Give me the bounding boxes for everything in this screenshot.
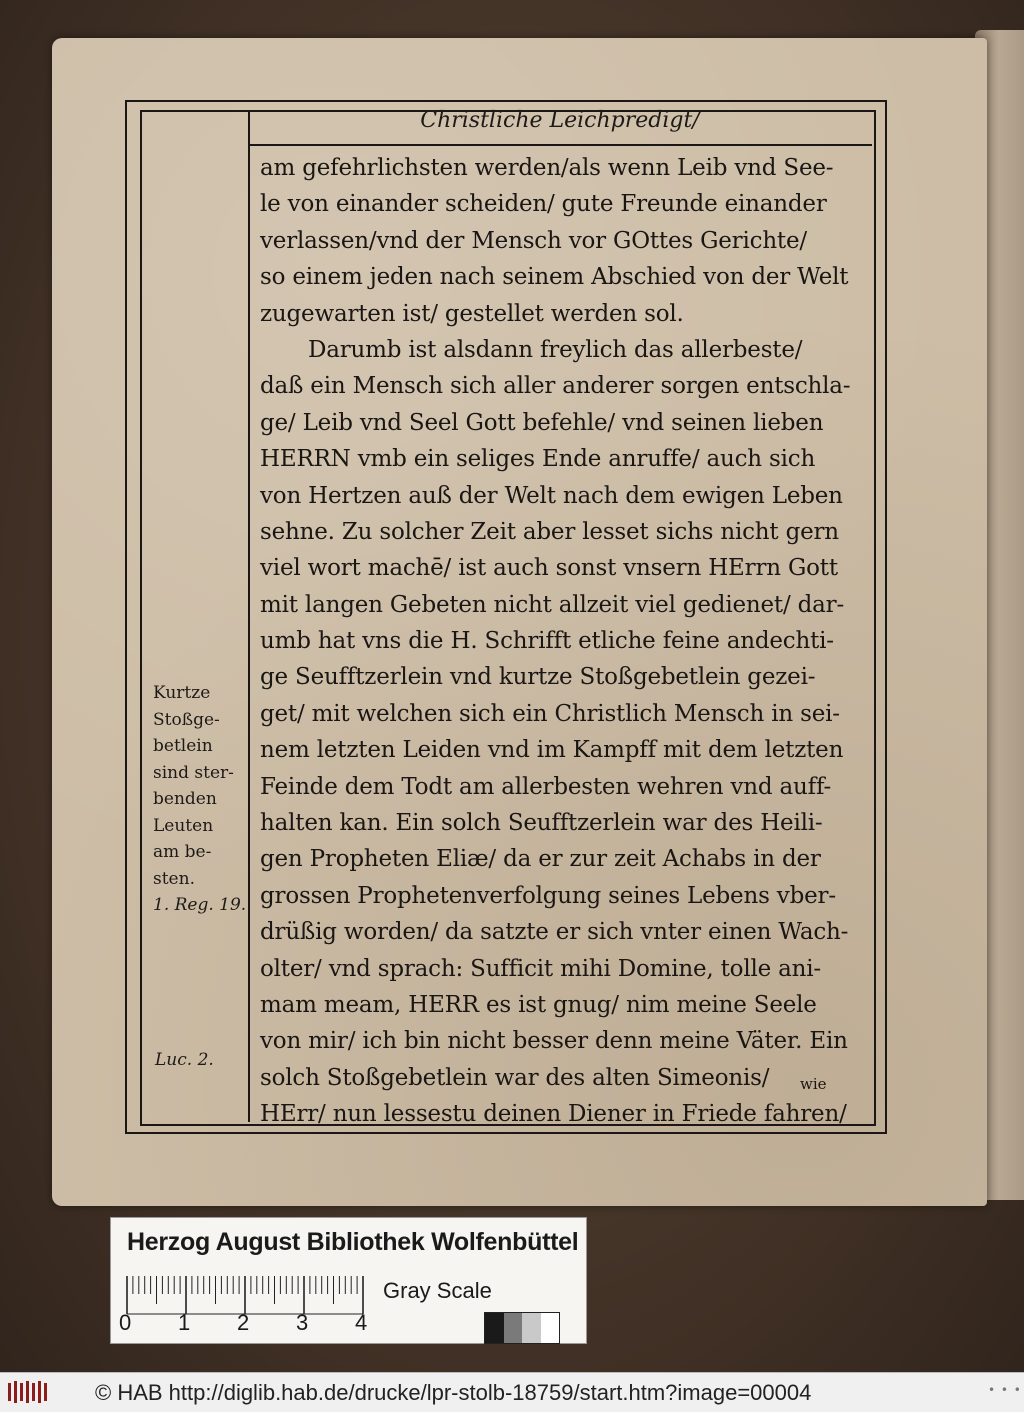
text-line: Feinde dem Todt am allerbesten wehren vnd auff-	[260, 773, 832, 800]
text-line: olter/ vnd sprach: Sufficit mihi Domine, tolle ani-	[260, 955, 822, 982]
library-scale-card	[110, 1217, 587, 1344]
text-line: mit langen Gebeten nicht allzeit viel gedienet/ dar-	[260, 591, 845, 618]
text-line: Darumb ist alsdann freylich das allerbeste/	[308, 336, 803, 363]
text-line: solch Stoßgebetlein war des alten Simeonis/	[260, 1064, 770, 1091]
text-line: ge Seufftzerlein vnd kurtze Stoßgebetlein gezei-	[260, 664, 816, 691]
margin-note-line: benden	[153, 789, 217, 809]
text-line: HErr/ nun lessestu deinen Diener in Friede fahren/	[260, 1101, 847, 1128]
running-head: Christliche Leichpredigt/	[420, 108, 700, 133]
text-line: viel wort machē/ ist auch sonst vnsern HErrn Gott	[260, 555, 838, 582]
text-line: mam meam, HERR es ist gnug/ nim meine Seele	[260, 991, 817, 1018]
margin-note-line: betlein	[153, 736, 213, 756]
margin-column-rule	[248, 112, 250, 1122]
catchword: wie	[800, 1075, 827, 1093]
text-line: halten kan. Ein solch Seufftzerlein war des Heili-	[260, 810, 823, 837]
margin-note-line: 1. Reg. 19.	[153, 895, 247, 915]
margin-note-line: sten.	[153, 868, 195, 889]
text-line: umb hat vns die H. Schrifft etliche feine andechti-	[260, 628, 834, 655]
text-line: le von einander scheiden/ gute Freunde einander	[260, 191, 827, 218]
margin-note-line: Stoßge-	[153, 709, 220, 730]
running-head-rule	[250, 144, 872, 146]
margin-note-line: Kurtze	[153, 683, 211, 703]
margin-reference: Luc. 2.	[155, 1050, 214, 1070]
gray-scale-label: Gray Scale	[383, 1278, 492, 1303]
gray-swatch	[522, 1313, 541, 1343]
margin-note-line: Leuten	[153, 815, 214, 836]
margin-note-line: sind ster-	[153, 762, 234, 783]
text-line: von mir/ ich bin nicht besser denn meine Väter. Ein	[260, 1028, 848, 1055]
margin-note	[153, 680, 245, 919]
text-line: verlassen/vnd der Mensch vor GOttes Gerichte/	[260, 227, 807, 254]
footer-copyright-url[interactable]: © HAB http://diglib.hab.de/drucke/lpr-stolb-18759/start.htm?image=00004	[95, 1380, 812, 1405]
ruler-number: 3	[296, 1310, 309, 1335]
text-line: sehne. Zu solcher Zeit aber lesset sichs nicht gern	[260, 518, 839, 545]
text-line: gen Propheten Eliæ/ da er zur zeit Achabs in der	[260, 846, 821, 873]
main-text-block	[260, 150, 860, 1133]
text-line: ge/ Leib vnd Seel Gott befehle/ vnd seinen lieben	[260, 409, 824, 436]
gray-swatch	[485, 1313, 504, 1343]
more-options-icon[interactable]: • • •	[988, 1383, 1022, 1397]
ruler-number: 2	[237, 1310, 250, 1335]
text-line: daß ein Mensch sich aller anderer sorgen entschla-	[260, 373, 851, 400]
text-line: nem letzten Leiden vnd im Kampff mit dem letzten	[260, 737, 844, 764]
margin-note-line: am be-	[153, 842, 212, 862]
text-line: so einem jeden nach seinem Abschied von der Welt	[260, 264, 849, 291]
gray-swatch	[541, 1313, 560, 1343]
text-line: drüßig worden/ da satzte er sich vnter einen Wach-	[260, 919, 849, 946]
ruler-number: 0	[119, 1310, 132, 1335]
gray-scale-swatches	[484, 1312, 560, 1344]
hab-logo-icon	[6, 1379, 52, 1405]
text-line: HERRN vmb ein seliges Ende anruffe/ auch sich	[260, 446, 816, 473]
footer-bar	[0, 1372, 1024, 1412]
text-line: zugewarten ist/ gestellet werden sol.	[260, 300, 684, 327]
text-line: am gefehrlichsten werden/als wenn Leib vnd See-	[260, 155, 834, 181]
library-name: Herzog August Bibliothek Wolfenbüttel	[127, 1228, 579, 1256]
text-line: grossen Prophetenverfolgung seines Lebens vber-	[260, 882, 836, 909]
ruler-numbers	[119, 1310, 379, 1336]
text-line: get/ mit welchen sich ein Christlich Mensch in sei-	[260, 700, 840, 727]
ruler-number: 1	[178, 1310, 191, 1335]
gray-swatch	[504, 1313, 523, 1343]
ruler-number: 4	[355, 1310, 368, 1335]
bleed-through-text	[180, 945, 240, 1045]
text-line: von Hertzen auß der Welt nach dem ewigen Leben	[260, 482, 843, 509]
